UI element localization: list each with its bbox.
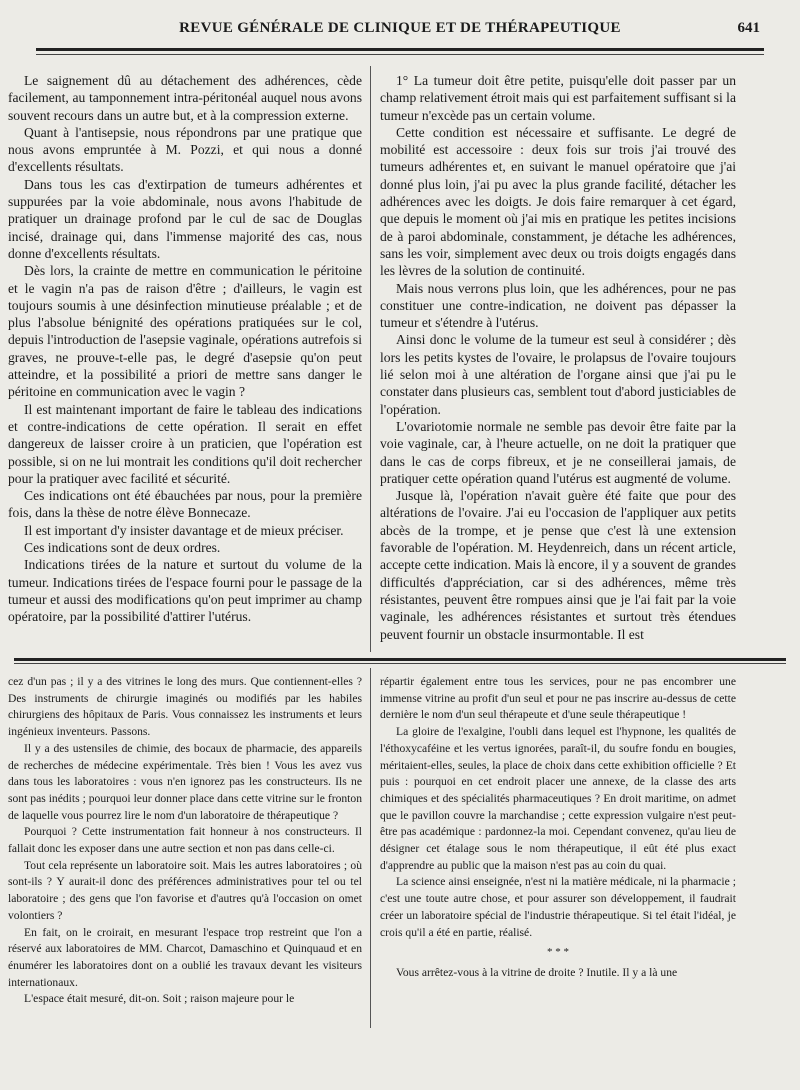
section-separator: * * * xyxy=(547,946,569,959)
paragraph: Vous arrêtez-vous à la vitrine de droite ? Inutile. Il y a là une xyxy=(396,966,678,980)
header-rule xyxy=(36,48,764,51)
paragraph: Jusque là, l'opération n'avait guère été faite que pour des altérations de l'ovaire. J'ai eu l'occasion de l'appliquer aux petits abcès de la trompe, et je pense que c'est là une extension favorable de l'opération. M. Heydenreich, dans un récent article, accepte cette indication. Mais là encore, il y a souvent de grandes difficultés d'appréciation, car si des adhérences, même très résistantes, peuvent être rompues ainsi que je l'ai fait par la voie vaginale, les adhérences résistantes et surtout très étendues peuvent fournir un obstacle insurmontable. Il est xyxy=(380,488,736,642)
paragraph: Tout cela représente un laboratoire soit. Mais les autres laboratoires ; où sont-ils ? Y aurait-il donc des préférences administratives pour tel ou tel laboratoire ; des gens que l'on favorise et d'autres qu'à l'occasion on omet volontiers ? xyxy=(8,858,362,922)
paragraph: Indications tirées de la nature et surtout du volume de la tumeur. Indications tirées de l'espace fourni pour le passage de la tumeur et aussi des modifications qu'on peut imprimer au champ opératoire, par la possibilité d'attirer l'utérus. xyxy=(8,557,362,625)
paragraph: Dès lors, la crainte de mettre en communication le péritoine et le vagin n'a pas de raison d'être ; d'ailleurs, le vagin est toujours soumis à une désinfection minutieuse préalable ; et de plus l'absolue bénignité des opérations pratiquées sur le col, depuis l'introduction de l'asepsie vaginale, opérations autrefois si graves, ne prouve-t-elle pas, le degré d'asepsie qu'on peut atteindre, et la possibilité a priori de mettre sans danger le péritoine en communication avec le vagin ? xyxy=(8,263,362,400)
paragraph: L'ovariotomie normale ne semble pas devoir être faite par la voie vaginale, car, à l'heure actuelle, on ne doit la pratiquer que dans le cas de corps fibreux, et je ne conseillerai jamais, de pratiquer cette opération quand l'utérus est augmenté de volume. xyxy=(380,418,736,486)
paragraph: 1° La tumeur doit être petite, puisqu'elle doit passer par un champ relativement étroit mais qui est parfaitement suffisant si la tumeur n'excède pas un certain volume. xyxy=(380,73,736,123)
paragraph: cez d'un pas ; il y a des vitrines le long des murs. Que contiennent-elles ? Des instruments de chirurgie imaginés ou modifiés par les habiles chirurgiens des hôpitaux de Paris. Vous connaissez les instruments et leurs ingénieux inventeurs. Passons. xyxy=(8,675,362,739)
paragraph: L'espace était mesuré, dit-on. Soit ; raison majeure pour le xyxy=(24,992,295,1006)
paragraph: La gloire de l'exalgine, l'oubli dans lequel est l'hypnone, les qualités de l'éthoxycaféine et les vertus ignorées, paraît-il, du soufre fondu en bougies, méritaient-elles, seules, la place de choix dans cette exhibition officielle ? Et puis : pourquoi en cet endroit placer une annexe, de la classe des arts chimiques et des spécialités pharmaceutiques ? En droit maritime, on admet que le pavillon couvre la marchandise ; cette expression vulgaire n'est peut-être pas académique : pardonnez-la moi. Cependant convenez, qu'au lieu de désigner cet étalage sous le nom thérapeutique, il eût été plus exact d'apprendre au public que la maison n'est pas au coin du quai. xyxy=(380,725,736,872)
article-column-left xyxy=(8,72,362,626)
paragraph: Dans tous les cas d'extirpation de tumeurs adhérentes et suppurées par la voie abdominale, nous avons l'habitude de pratiquer un drainage profond par le cul de sac de Douglas incisé, drainage qui, dans l'immense majorité des cas, nous donne d'excellents résultats. xyxy=(8,176,362,261)
paragraph: répartir également entre tous les services, pour ne pas encombrer une immense vitrine au profit d'un seul et pour ne pas inscrire au-dessus de cette dernière le nom d'un seul thérapeute et d'une seule thérapeutique ! xyxy=(380,675,736,722)
paragraph: Mais nous verrons plus loin, que les adhérences, pour ne pas constituer une contre-indication, ne doivent pas dépasser la tumeur et s'étendre à l'utérus. xyxy=(380,280,736,331)
feuilleton-rule-thin xyxy=(14,663,786,664)
column-divider xyxy=(370,66,371,652)
paragraph: Ces indications sont de deux ordres. xyxy=(24,540,221,556)
feuilleton-rule xyxy=(14,658,786,661)
paragraph: Ces indications ont été ébauchées par nous, pour la première fois, dans la thèse de notre élève Bonnecaze. xyxy=(8,488,362,521)
column-divider xyxy=(370,668,371,1028)
feuilleton-column-right xyxy=(380,674,736,982)
paragraph: Cette condition est nécessaire et suffisante. Le degré de mobilité est accessoire : deux fois sur trois j'ai trouvé des tumeurs adhérentes et, en suivant le manuel opératoire que j'ai donné plus loin, j'ai pu avec la plus grande facilité, détacher les adhérences avec les doigts. Je dois faire remarquer à cet égard, que depuis le moment où j'ai mis en pratique les petites incisions de à paroi abdominale, constamment, je détache les adhérences, sans les voir, simplement avec deux ou trois doigts engagés dans les lèvres de la solution de continuité. xyxy=(380,124,736,279)
feuilleton-column-left xyxy=(8,674,362,1008)
paragraph: Quant à l'antisepsie, nous répondrons par une pratique que nous avons empruntée à M. Pozzi, et qui nous a donné d'excellents résultats. xyxy=(8,124,362,175)
paragraph: En fait, on le croirait, en mesurant l'espace trop restreint que l'on a réservé aux laboratoires de MM. Charcot, Damaschino et Quinquaud et en énumérer les laboratoires dont on a oublié les travaux devant les visiteurs internationaux. xyxy=(8,925,362,989)
paragraph: Le saignement dû au détachement des adhérences, cède facilement, au tamponnement intra-péritonéal auquel nous avons souvent recours dans un autre but, et à la compression externe. xyxy=(8,73,362,123)
paragraph: Ainsi donc le volume de la tumeur est seul à considérer ; dès lors les petits kystes de l'ovaire, le prolapsus de l'ovaire toujours lié selon moi à une altération de l'organe ainsi que j'ai pu le constater dans plusieurs cas, semblent tout d'abord justiciables de l'opération. xyxy=(380,332,736,417)
paragraph: Il est important d'y insister davantage et de mieux préciser. xyxy=(24,522,344,538)
paragraph: La science ainsi enseignée, n'est ni la matière médicale, ni la pharmacie ; c'est une toute autre chose, et pour assurer son développement, il faudrait créer un laboratoire spécial de l'industrie thérapeutique. Si tel était l'idéal, je crois qu'il a été en partie, réalisé. xyxy=(380,875,736,939)
paragraph: Pourquoi ? Cette instrumentation fait honneur à nos constructeurs. Il fallait donc les exposer dans une autre section et non pas dans celle-ci. xyxy=(8,825,362,856)
header-rule-thin xyxy=(36,54,764,55)
paragraph: Il est maintenant important de faire le tableau des indications et contre-indications de cette opération. Il serait en effet dangereux de laisser croire à un praticien, que l'opération est possible, si on ne lui montrait les conditions qu'il doit rechercher pour la pratiquer avec facilité et sécurité. xyxy=(8,401,362,486)
page-number: 641 xyxy=(737,20,760,36)
article-column-right xyxy=(380,72,736,643)
journal-title: REVUE GÉNÉRALE DE CLINIQUE ET DE THÉRAPEUTIQUE xyxy=(179,20,621,36)
running-header xyxy=(30,14,770,44)
paragraph: Il y a des ustensiles de chimie, des bocaux de pharmacie, des appareils de recherches de médecine expérimentale. Très bien ! Vous les avez vus dans tous les laboratoires : vous n'en ignorez pas les constructeurs. Ils ne sont pas inédits ; pourquoi leur donner place dans cette vitrine sur le fronton de laquelle vous pourrez lire le nom d'un laboratoire de thérapeutique ? xyxy=(8,741,362,822)
